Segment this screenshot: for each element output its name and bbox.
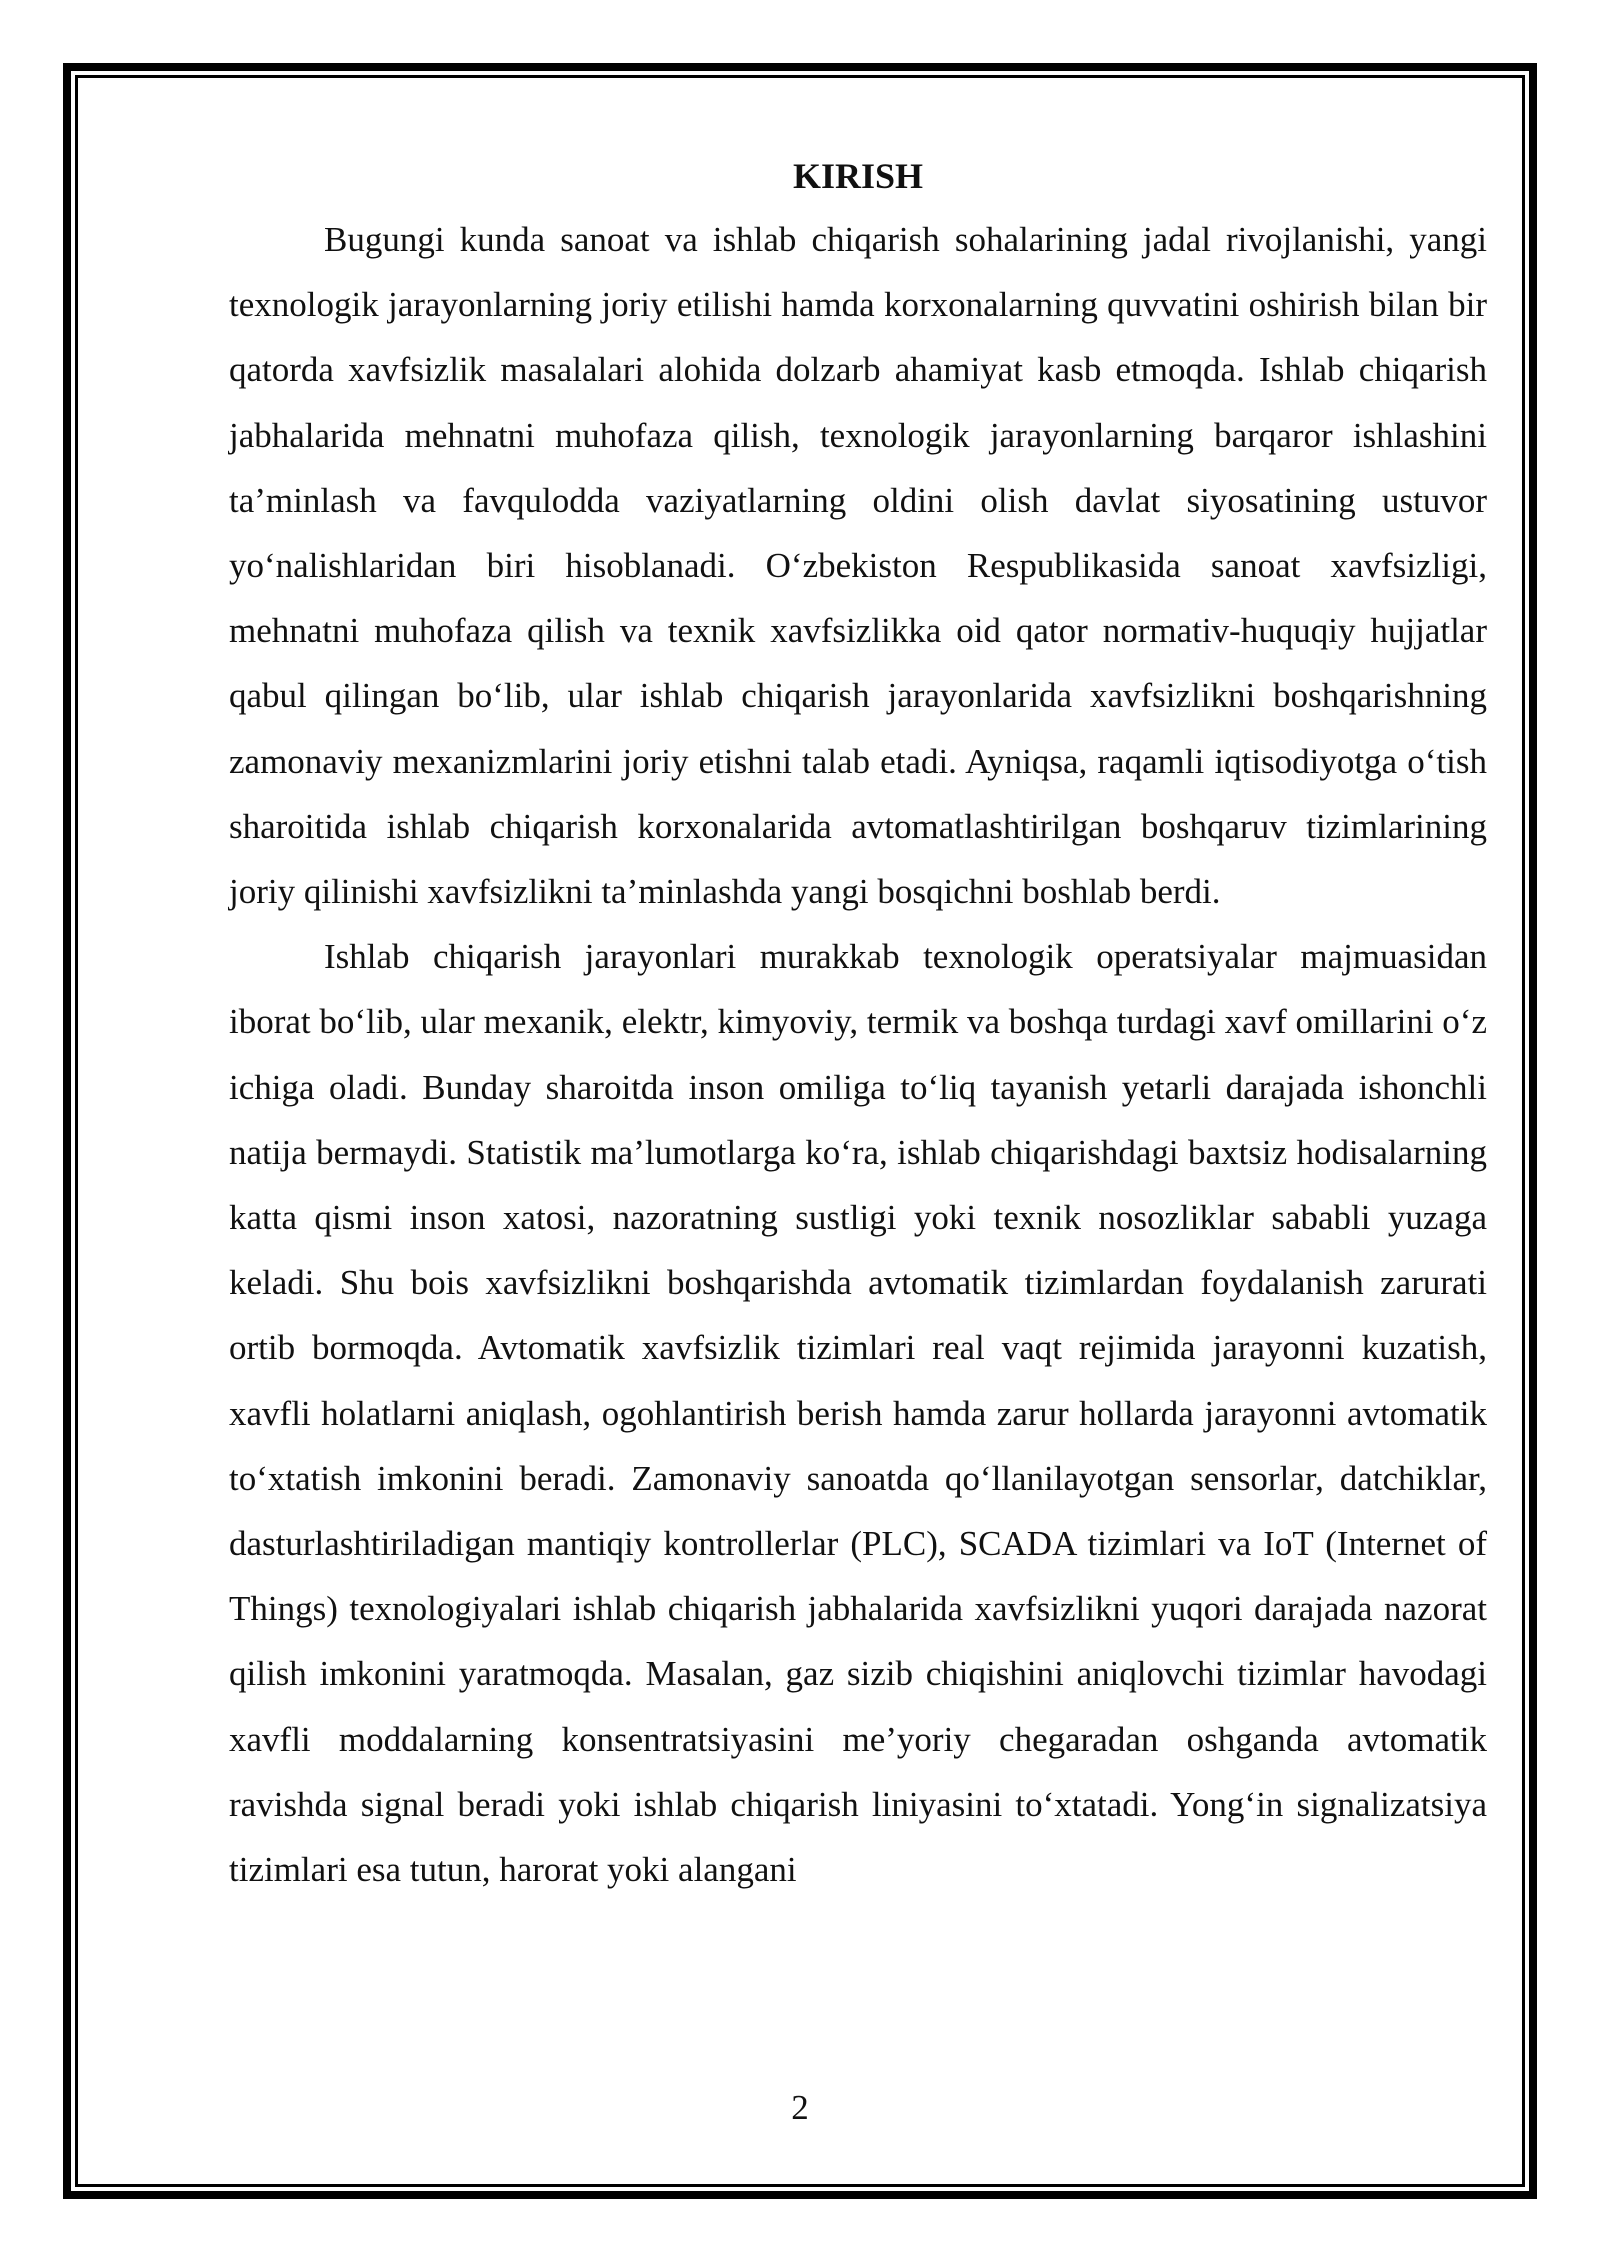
paragraph-2: Ishlab chiqarish jarayonlari murakkab texnologik operatsiyalar majmuasidan iborat bo‘lib, ular mexanik, elektr, kimyoviy, termik va boshqa turdagi xavf omillarini o‘z ichiga oladi. Bunday sharoitda inson omiliga to‘liq tayanish yetarli darajada ishonchli natija bermaydi. Statistik ma’lumotlarga ko‘ra, ishlab chiqarishdagi baxtsiz hodisalarning katta qismi inson xatosi, nazoratning sustligi yoki texnik nosozliklar sababli yuzaga keladi. Shu bois xavfsizlikni boshqarishda avtomatik tizimlardan foydalanish zarurati ortib bormoqda. Avtomatik xavfsizlik tizimlari real vaqt rejimida jarayonni kuzatish, xavfli holatlarni aniqlash, ogohlantirish berish hamda zarur hollarda jarayonni avtomatik to‘xtatish imkonini beradi. Zamonaviy sanoatda qo‘llanilayotgan sensorlar, datchiklar, dasturlashtiriladigan mantiqiy kontrollerlar (PLC), SCADA tizimlari va IoT (Internet of Things) texnologiyalari ishlab chiqarish jabhalarida xavfsizlikni yuqori darajada nazorat qilish imkonini yaratmoqda. Masalan, gaz sizib chiqishini aniqlovchi tizimlar havodagi xavfli moddalarning konsentratsiyasini me’yoriy chegaradan oshganda avtomatik ravishda signal beradi yoki ishlab chiqarish liniyasini to‘xtatadi. Yong‘in signalizatsiya tizimlari esa tutun, harorat yoki alangani [229, 937, 1487, 1890]
page-content [229, 145, 1487, 1902]
paragraph-1: Bugungi kunda sanoat va ishlab chiqarish sohalarining jadal rivojlanishi, yangi texnologik jarayonlarning joriy etilishi hamda korxonalarning quvvatini oshirish bilan bir qatorda xavfsizlik masalalari alohida dolzarb ahamiyat kasb etmoqda. Ishlab chiqarish jabhalarida mehnatni muhofaza qilish, texnologik jarayonlarning barqaror ishlashini ta’minlash va favqulodda vaziyatlarning oldini olish davlat siyosatining ustuvor yo‘nalishlaridan biri hisoblanadi. O‘zbekiston Respublikasida sanoat xavfsizligi, mehnatni muhofaza qilish va texnik xavfsizlikka oid qator normativ-huquqiy hujjatlar qabul qilingan bo‘lib, ular ishlab chiqarish jarayonlarida xavfsizlikni boshqarishning zamonaviy mexanizmlarini joriy etishni talab etadi. Ayniqsa, raqamli iqtisodiyotga o‘tish sharoitida ishlab chiqarish korxonalarida avtomatlashtirilgan boshqaruv tizimlarining joriy qilinishi xavfsizlikni ta’minlashda yangi bosqichni boshlab berdi. [229, 220, 1487, 912]
section-title: KIRISH [792, 156, 924, 196]
page-number: 2 [791, 2088, 809, 2127]
